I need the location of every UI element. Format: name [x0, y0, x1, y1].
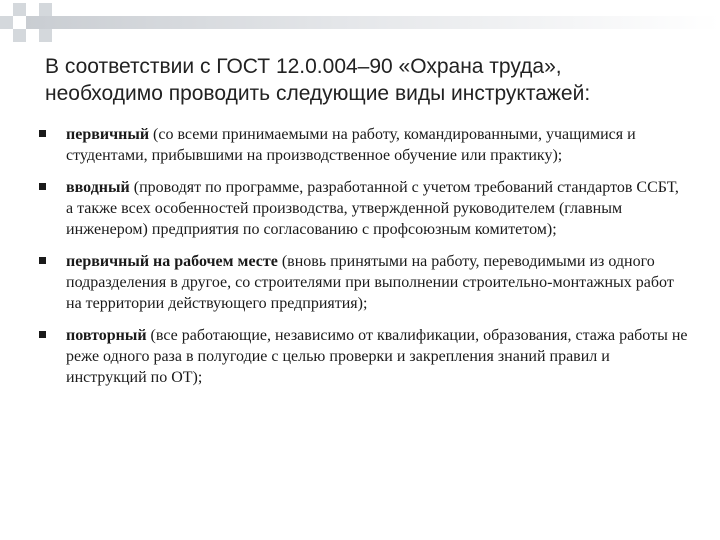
decor-square — [0, 16, 13, 29]
item-text: (со всеми принимаемыми на работу, командированными, учащимися и студентами, прибывшими на производственное обучение или практику); — [66, 126, 636, 164]
slide-heading — [45, 53, 685, 107]
item-term: первичный на рабочем месте — [66, 253, 278, 270]
item-term: повторный — [66, 327, 147, 344]
decor-square — [39, 29, 52, 42]
list-item — [38, 325, 688, 388]
list-item — [38, 251, 688, 314]
item-text: (вновь принятыми на работу, переводимыми из одного подразделения в другое, со строителями при выполнении строительно-монтажных работ на территории действующего предприятия); — [66, 253, 674, 312]
square-bullet-icon — [39, 257, 46, 264]
square-bullet-icon — [39, 183, 46, 190]
item-term: вводный — [66, 179, 130, 196]
decor-square — [13, 29, 26, 42]
heading-line-1: В соответствии с ГОСТ 12.0.004–90 «Охрана труда», — [45, 55, 562, 78]
heading-line-2: необходимо проводить следующие виды инструктажей: — [45, 82, 591, 105]
instruction-types-list — [38, 124, 688, 399]
list-item — [38, 124, 688, 166]
item-term: первичный — [66, 126, 150, 143]
item-text: (все работающие, независимо от квалификации, образования, стажа работы не реже одного раза в полугодие с целью проверки и закрепления знаний правил и инструкций по ОТ); — [66, 327, 688, 386]
square-bullet-icon — [39, 331, 46, 338]
decor-square — [39, 3, 52, 16]
square-bullet-icon — [39, 130, 46, 137]
item-text: (проводят по программе, разработанной с учетом требований стандартов ССБТ, а также всех особенностей производства, утвержденной руководителем (главным инженером) предприятия по согласованию с профсоюзным комитетом); — [66, 179, 679, 238]
decor-square — [13, 3, 26, 16]
decor-top-bar — [26, 16, 720, 29]
list-item — [38, 177, 688, 240]
